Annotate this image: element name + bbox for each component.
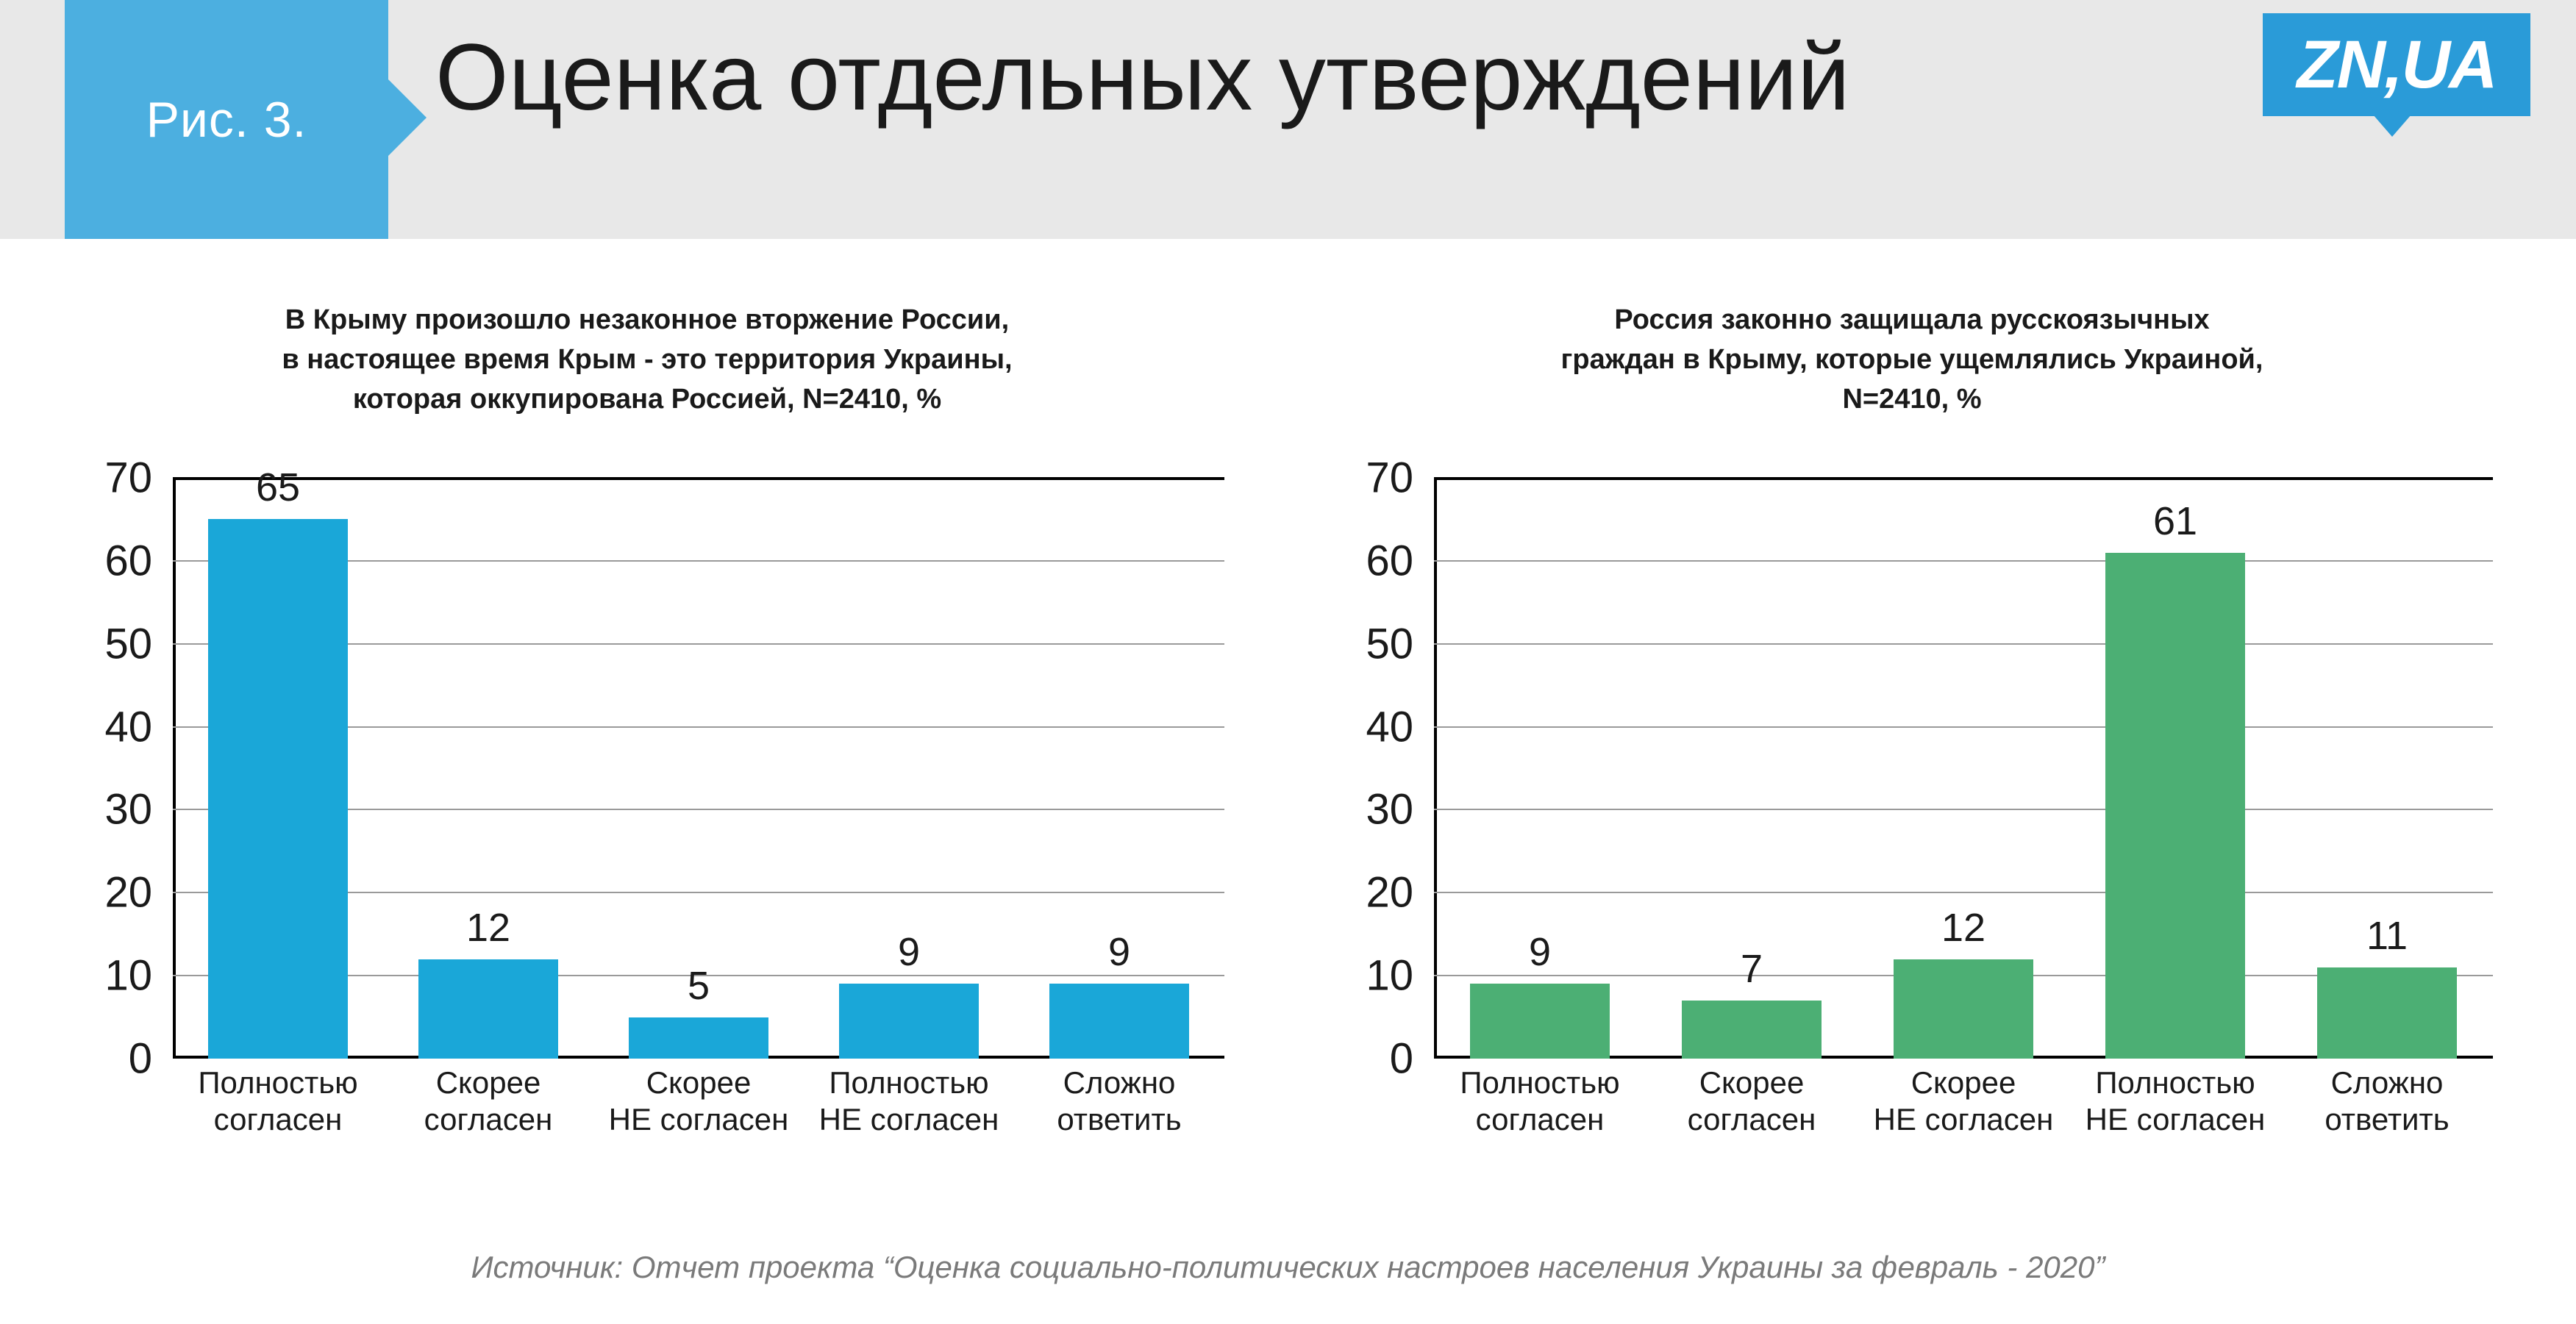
chart-title-right-line-3: N=2410, %: [1842, 384, 1982, 415]
y-tick-label: 0: [1389, 1034, 1413, 1083]
bar[interactable]: [418, 959, 558, 1059]
bar[interactable]: [629, 1017, 768, 1059]
chart-panel-right: [1287, 279, 2537, 1206]
x-tick-label-line: Сложно: [1063, 1065, 1176, 1100]
bar-slot: [1014, 478, 1224, 1059]
bar-slot: [804, 478, 1014, 1059]
bar-slot: [1646, 478, 1858, 1059]
y-tick-label: 20: [104, 868, 152, 917]
bar-slot: [383, 478, 593, 1059]
y-tick-label: 30: [1366, 785, 1413, 834]
zn-ua-logo: [2263, 13, 2530, 131]
x-tick-label: [804, 1064, 1014, 1138]
chart-title-right-line-2: граждан в Крыму, которые ущемлялись Украиной,: [1560, 344, 2263, 375]
x-tick-labels-left: [173, 1064, 1224, 1138]
bar-value-label: 11: [2366, 913, 2408, 958]
bar-value-label: 9: [1528, 930, 1552, 975]
bar[interactable]: [1682, 1001, 1822, 1059]
chart-title-left-line-3: которая оккупирована Россией, N=2410, %: [352, 384, 942, 415]
x-tick-label-line: НЕ согласен: [608, 1102, 789, 1137]
bar-value-label: 65: [255, 465, 301, 510]
y-tick-label: 20: [1366, 868, 1413, 917]
bar-value-label: 9: [897, 930, 921, 975]
bar-slot: [1858, 478, 2069, 1059]
x-tick-label: [1646, 1064, 1858, 1138]
y-tick-label: 60: [1366, 537, 1413, 585]
y-tick-label: 50: [104, 620, 152, 668]
bar-series: [1434, 478, 2493, 1059]
x-tick-label: [1014, 1064, 1224, 1138]
x-tick-label-line: ответить: [2325, 1102, 2450, 1137]
figure-badge: [65, 0, 388, 239]
x-tick-label: [383, 1064, 593, 1138]
y-tick-label: 70: [104, 454, 152, 502]
bar[interactable]: [2317, 967, 2457, 1059]
x-tick-label-line: согласен: [424, 1102, 553, 1137]
y-tick-label: 50: [1366, 620, 1413, 668]
x-tick-label-line: Сложно: [2330, 1065, 2444, 1100]
bar-value-label: 9: [1107, 930, 1131, 975]
bar[interactable]: [1894, 959, 2033, 1059]
bar-value-label: 7: [1740, 947, 1763, 991]
chart-title-left-line-2: в настоящее время Крым - это территория Украины,: [282, 344, 1013, 375]
bar-value-label: 12: [465, 905, 511, 950]
x-tick-label-line: Скорее: [1910, 1065, 2016, 1100]
bar-series: [173, 465, 1224, 1059]
x-tick-label-line: НЕ согласен: [2085, 1102, 2266, 1137]
x-tick-label-line: Полностью: [829, 1065, 989, 1100]
x-tick-label: [173, 1064, 383, 1138]
bar-slot: [2281, 478, 2493, 1059]
logo-speech-tail-icon: [2373, 115, 2411, 137]
source-note: Источник: Отчет проекта “Оценка социально-политических настроев населения Украины за февраль - 2020”: [471, 1250, 2105, 1284]
bar-slot: [1434, 478, 1646, 1059]
x-tick-label: [1858, 1064, 2069, 1138]
x-tick-label-line: НЕ согласен: [818, 1102, 999, 1137]
chart-title-left: [22, 300, 1272, 419]
bar-slot: [173, 465, 383, 1059]
x-tick-label-line: Скорее: [435, 1065, 541, 1100]
x-tick-label: [1434, 1064, 1646, 1138]
y-tick-label: 30: [104, 785, 152, 834]
logo-label: ZN,UA: [2297, 26, 2497, 102]
x-tick-label-line: НЕ согласен: [1873, 1102, 2054, 1137]
x-tick-label: [2069, 1064, 2281, 1138]
bar-slot: [593, 478, 804, 1059]
bar-value-label: 5: [687, 963, 710, 1008]
bar[interactable]: [2105, 553, 2245, 1059]
figure-badge-arrow-icon: [388, 79, 427, 156]
x-tick-label-line: ответить: [1057, 1102, 1182, 1137]
bar[interactable]: [1470, 984, 1610, 1059]
y-tick-label: 40: [1366, 703, 1413, 751]
x-tick-label: [593, 1064, 804, 1138]
x-tick-label-line: Полностью: [198, 1065, 358, 1100]
bar-slot: [2069, 478, 2281, 1059]
y-tick-label: 40: [104, 703, 152, 751]
bar[interactable]: [839, 984, 979, 1059]
x-tick-label-line: Скорее: [646, 1065, 752, 1100]
bar[interactable]: [208, 519, 348, 1059]
x-tick-label-line: Полностью: [1460, 1065, 1620, 1100]
header-band: [0, 0, 2576, 239]
x-tick-label: [2281, 1064, 2493, 1138]
page-title: Оценка отдельных утверждений: [435, 25, 1850, 130]
bar-value-label: 12: [1941, 905, 1986, 950]
chart-title-right: [1287, 300, 2537, 419]
x-tick-label-line: Скорее: [1699, 1065, 1805, 1100]
bar[interactable]: [1049, 984, 1189, 1059]
x-tick-label-line: согласен: [1475, 1102, 1605, 1137]
x-tick-label-line: Полностью: [2095, 1065, 2255, 1100]
x-tick-label-line: согласен: [213, 1102, 343, 1137]
y-tick-label: 10: [1366, 951, 1413, 1000]
x-tick-labels-right: [1434, 1064, 2493, 1138]
chart-panel-left: [22, 279, 1272, 1206]
chart-title-right-line-1: Россия законно защищала русскоязычных: [1614, 304, 2210, 335]
figure-badge-label: Рис. 3.: [146, 91, 307, 148]
y-tick-label: 60: [104, 537, 152, 585]
bar-value-label: 61: [2152, 498, 2198, 543]
y-tick-label: 10: [104, 951, 152, 1000]
y-tick-label: 70: [1366, 454, 1413, 502]
chart-title-left-line-1: В Крыму произошло незаконное вторжение России,: [285, 304, 1010, 335]
y-tick-label: 0: [128, 1034, 152, 1083]
x-tick-label-line: согласен: [1687, 1102, 1816, 1137]
